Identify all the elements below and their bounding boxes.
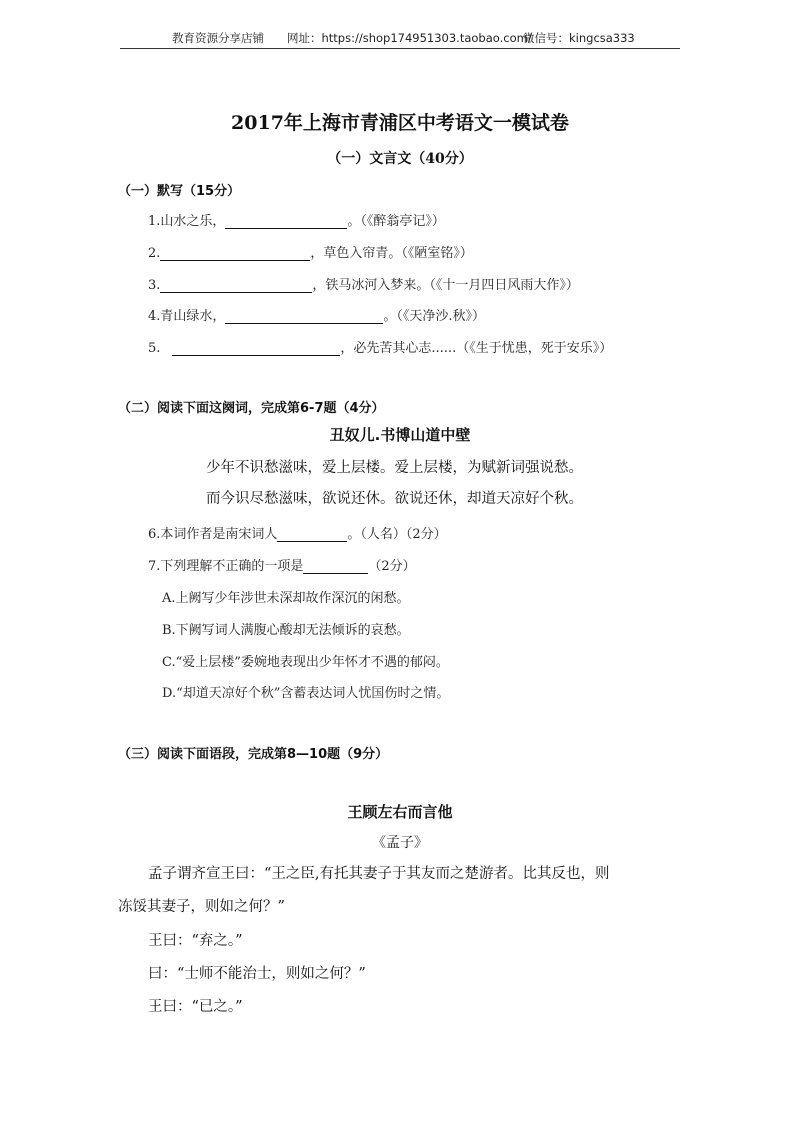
q6-suffix: 。（人名）（2分）	[347, 527, 447, 542]
question-5	[148, 337, 612, 356]
q2-suffix: ，草色入帘青。（《陋室铭》）	[310, 246, 473, 261]
q1-suffix: 。（《醉翁亭记》）	[347, 214, 445, 229]
q6-blank[interactable]	[277, 526, 347, 542]
q6-prefix: 6.本词作者是南宋词人	[148, 527, 278, 542]
q4-blank[interactable]	[225, 308, 383, 324]
question-6	[148, 523, 447, 542]
section1-heading: （一）默写（15分）	[118, 184, 241, 199]
option-c: C.“爱上层楼”委婉地表现出少年怀才不遇的郁闷。	[162, 655, 449, 670]
q3-suffix: ，铁马冰河入梦来。（《十一月四日风雨大作》）	[312, 278, 579, 293]
q2-prefix: 2.	[148, 246, 161, 261]
paragraph-1-line-1: 孟子谓齐宣王曰：“王之臣,有托其妻子于其友而之楚游者。比其反也，则	[148, 866, 610, 882]
paragraph-4: 王曰：“已之。”	[148, 999, 243, 1015]
paragraph-2: 王曰：“弃之。”	[148, 933, 243, 949]
question-1	[148, 210, 445, 229]
q3-blank[interactable]	[160, 277, 312, 293]
header-wechat: 微信号：kingcsa333	[523, 31, 635, 45]
header-divider	[120, 48, 680, 49]
question-2	[148, 242, 473, 261]
q4-suffix: 。（《天净沙.秋》）	[383, 309, 486, 324]
q1-blank[interactable]	[225, 213, 347, 229]
poem-title: 丑奴儿.书博山道中壁	[329, 426, 471, 444]
option-b: B.下阙写词人满腹心酸却无法倾诉的哀愁。	[162, 623, 410, 638]
q7-prefix: 7.下列理解不正确的一项是	[148, 559, 304, 574]
paragraph-1-line-2: 冻馁其妻子，则如之何？”	[118, 899, 285, 915]
text-title: 王顾左右而言他	[347, 803, 453, 821]
option-d: D.“却道天凉好个秋”含蓄表达词人忧国伤时之情。	[162, 686, 450, 701]
section2-heading: （二）阅读下面这阕词，完成第6-7题（4分）	[118, 401, 385, 416]
q5-blank[interactable]	[172, 340, 340, 356]
option-a: A.上阙写少年涉世未深却故作深沉的闲愁。	[162, 591, 410, 606]
question-7	[148, 555, 416, 574]
q7-suffix: （2分）	[368, 559, 416, 574]
paragraph-3: 曰：“士师不能治士，则如之何？”	[148, 966, 366, 982]
q2-blank[interactable]	[160, 245, 310, 261]
header-shop: 教育资源分享店铺	[172, 31, 264, 45]
question-3	[148, 274, 579, 293]
question-4	[148, 305, 485, 324]
q5-prefix: 5.	[148, 341, 161, 356]
text-source: 《孟子》	[372, 835, 428, 851]
header-url: 网址：https://shop174951303.taobao.com/	[287, 31, 532, 45]
q4-prefix: 4.青山绿水，	[148, 309, 226, 324]
poem-line-1: 少年不识愁滋味，爱上层楼。爱上层楼，为赋新词强说愁。	[206, 460, 583, 476]
q3-prefix: 3.	[148, 278, 161, 293]
section3-heading: （三）阅读下面语段，完成第8—10题（9分）	[118, 747, 389, 762]
page-title: 2017年上海市青浦区中考语文一模试卷	[231, 112, 569, 134]
poem-line-2: 而今识尽愁滋味，欲说还休。欲说还休，却道天凉好个秋。	[206, 491, 583, 507]
q7-blank[interactable]	[303, 558, 368, 574]
q1-prefix: 1.山水之乐，	[148, 214, 226, 229]
part-heading: （一）文言文（40分）	[327, 151, 473, 167]
q5-suffix: ，必先苦其心志......（《生于忧患，死于安乐》）	[340, 341, 613, 356]
